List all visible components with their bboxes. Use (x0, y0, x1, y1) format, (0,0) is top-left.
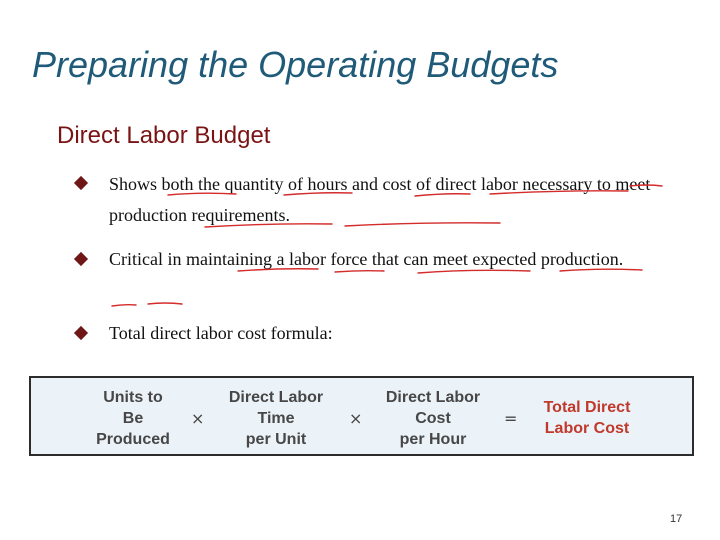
page-number: 17 (670, 513, 683, 525)
multiply-operator: × (191, 409, 205, 428)
formula-term-line: Cost (415, 410, 451, 427)
formula-term-line: Produced (96, 431, 170, 448)
formula-term-labor-time (214, 387, 338, 450)
equals-operator: = (504, 409, 518, 428)
bullet-text: Critical in maintaining a labor force that can meet expected production. (109, 249, 624, 269)
formula-result (529, 397, 645, 439)
bullet-text: Total direct labor cost formula: (109, 323, 333, 343)
bullet-diamond-icon (74, 252, 88, 266)
formula-box (29, 376, 694, 456)
formula-term-line: per Hour (399, 431, 467, 448)
formula-term-line: Time (257, 410, 295, 427)
formula-term-line: Be (122, 410, 144, 427)
slide-subtitle: Direct Labor Budget (57, 122, 271, 149)
formula-term-line: Direct Labor (228, 389, 324, 406)
formula-term-line: per Unit (245, 431, 307, 448)
bullet-diamond-icon (74, 326, 88, 340)
slide-title: Preparing the Operating Budgets (32, 44, 559, 85)
bullet-text: Shows both the quantity of hours and cost of direct labor necessary to meet production requirements. (109, 174, 651, 225)
multiply-operator: × (349, 409, 363, 428)
ink-underline (148, 303, 182, 304)
ink-underline (112, 305, 136, 306)
formula-term-labor-cost (373, 387, 493, 450)
formula-term-line: Direct Labor (385, 389, 481, 406)
formula-term-line: Units to (103, 389, 163, 406)
bullet-diamond-icon (74, 176, 88, 190)
formula-term-units (89, 387, 177, 450)
formula-result-line: Total Direct (543, 399, 631, 416)
formula-result-line: Labor Cost (544, 420, 630, 437)
